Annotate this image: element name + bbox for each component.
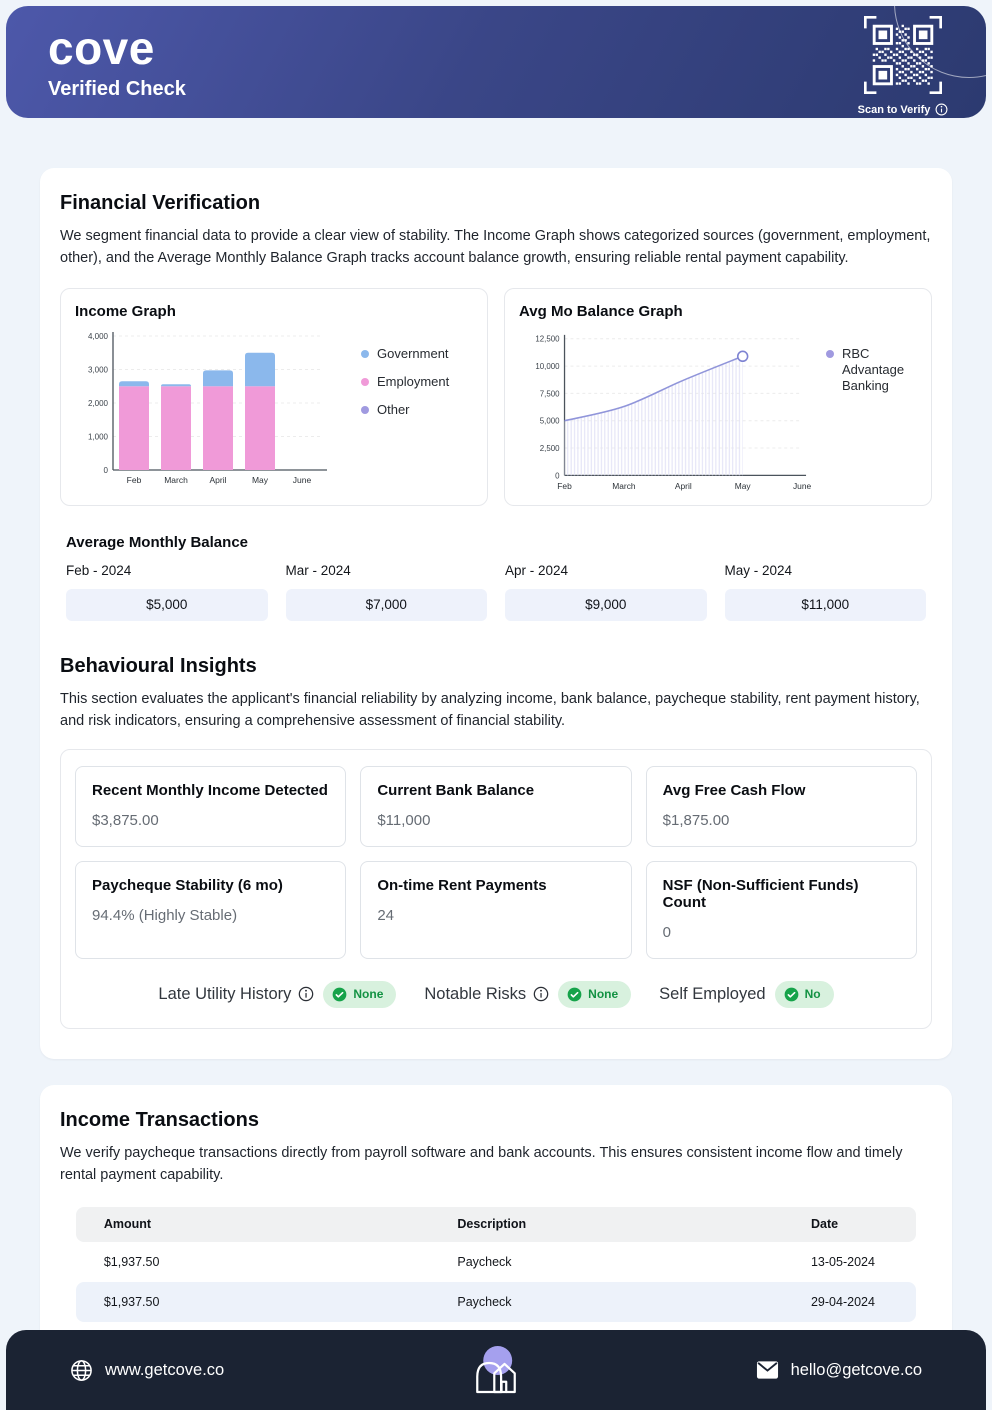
balance-graph-card xyxy=(504,288,932,506)
insight-card-current-bank-balance xyxy=(360,766,631,847)
column-header-amount: Amount xyxy=(103,1217,152,1232)
svg-text:10,000: 10,000 xyxy=(535,362,560,372)
insight-card-title: On-time Rent Payments xyxy=(377,876,547,894)
svg-text:Feb: Feb xyxy=(126,474,142,485)
financial-verification-title: Financial Verification xyxy=(60,192,261,214)
average-monthly-balance-section xyxy=(66,534,926,621)
income-graph-title: Income Graph xyxy=(75,302,176,320)
email-link[interactable]: hello@getcove.co xyxy=(790,1360,922,1379)
cove-logo: cove xyxy=(48,22,155,74)
envelope-icon xyxy=(756,1360,779,1380)
insight-card-title: Paycheque Stability (6 mo) xyxy=(92,876,283,894)
info-icon[interactable] xyxy=(935,103,948,116)
table-cell: Paycheck xyxy=(457,1294,512,1309)
report-subtitle: Verified Check xyxy=(48,78,186,101)
verified-check-icon xyxy=(332,987,347,1002)
balance-entry-may-2024 xyxy=(725,563,927,621)
flag-label xyxy=(424,985,549,1004)
svg-text:0: 0 xyxy=(103,465,108,475)
balance-value-pill: $11,000 xyxy=(725,589,927,621)
behavioural-insights-description: This section evaluates the applicant's financial reliability by analyzing income, bank balance, paycheque stability, rent payment history, and risk indicators, ensuring a comprehensive assessment of financial stability. xyxy=(60,690,920,730)
flag-label xyxy=(158,985,314,1004)
verified-check-icon xyxy=(784,987,799,1002)
legend-label: Government xyxy=(377,345,449,361)
info-icon[interactable] xyxy=(298,986,314,1002)
income-transactions-description: We verify paycheque transactions directly from payroll software and bank accounts. This ensures consistent income flow and timely rental payment capability. xyxy=(60,1144,903,1184)
balance-entry-apr-2024 xyxy=(505,563,707,621)
behavioural-insights-box xyxy=(60,749,932,1029)
status-badge xyxy=(558,981,631,1008)
insight-card-title: Avg Free Cash Flow xyxy=(662,781,806,799)
column-header-description: Description xyxy=(457,1217,527,1232)
verified-check-icon xyxy=(567,987,582,1002)
svg-text:12,500: 12,500 xyxy=(535,334,560,344)
svg-text:April: April xyxy=(209,474,227,485)
globe-icon xyxy=(70,1359,93,1382)
svg-text:May: May xyxy=(251,474,269,485)
legend-label: Other xyxy=(377,401,410,417)
column-header-date: Date xyxy=(810,1217,839,1232)
flag-label-text: Notable Risks xyxy=(424,984,527,1003)
svg-text:Feb: Feb xyxy=(557,481,572,492)
svg-text:3,000: 3,000 xyxy=(87,365,108,375)
status-badge xyxy=(775,981,834,1008)
balance-value-pill: $5,000 xyxy=(66,589,268,621)
transactions-table-header xyxy=(76,1207,916,1242)
flag-late-utility-history xyxy=(158,981,396,1008)
insight-card-nsf-non-sufficient-funds-count xyxy=(646,861,917,959)
svg-text:March: March xyxy=(612,481,636,492)
svg-text:5,000: 5,000 xyxy=(539,416,560,426)
svg-text:April: April xyxy=(674,481,692,492)
legend-item-employment xyxy=(361,374,449,389)
balance-value-pill: $7,000 xyxy=(286,589,488,621)
insight-card-recent-monthly-income-detected xyxy=(75,766,346,847)
footer-website xyxy=(70,1359,224,1382)
svg-text:March: March xyxy=(164,474,188,485)
flag-self-employed xyxy=(659,981,833,1008)
svg-text:4,000: 4,000 xyxy=(87,331,108,341)
svg-text:7,500: 7,500 xyxy=(539,389,560,399)
cove-footer-logo xyxy=(473,1338,519,1405)
legend-item-other xyxy=(361,402,449,417)
svg-text:0: 0 xyxy=(555,471,560,481)
legend-dot xyxy=(361,406,369,414)
insight-card-value: 94.4% (Highly Stable) xyxy=(92,906,238,924)
flag-label xyxy=(659,985,765,1004)
header-banner xyxy=(6,6,986,118)
insight-card-value: $11,000 xyxy=(377,811,431,829)
balance-graph-legend xyxy=(826,346,917,395)
badge-text: None xyxy=(588,987,619,1002)
insight-card-value: $1,875.00 xyxy=(662,811,730,829)
insight-card-avg-free-cash-flow xyxy=(646,766,917,847)
flag-label-text: Self Employed xyxy=(659,984,766,1003)
balance-month-label: Mar - 2024 xyxy=(285,562,351,578)
average-monthly-balance-title: Average Monthly Balance xyxy=(66,533,248,551)
footer-email xyxy=(756,1360,922,1380)
scan-to-verify-label: Scan to Verify xyxy=(857,103,931,116)
table-row xyxy=(76,1282,916,1322)
qr-code xyxy=(862,14,944,96)
legend-label: RBC Advantage Banking xyxy=(841,345,905,394)
balance-graph-title: Avg Mo Balance Graph xyxy=(519,302,683,320)
flag-label-text: Late Utility History xyxy=(158,984,292,1003)
svg-text:June: June xyxy=(292,474,312,485)
svg-text:1,000: 1,000 xyxy=(87,432,108,442)
website-link[interactable]: www.getcove.co xyxy=(105,1360,225,1379)
income-transactions-title: Income Transactions xyxy=(60,1108,259,1131)
legend-dot xyxy=(826,350,834,358)
badge-text: No xyxy=(804,987,821,1002)
financial-verification-card xyxy=(40,168,952,1059)
financial-verification-description: We segment financial data to provide a clear view of stability. The Income Graph shows categorized sources (government, employment, other), and the Average Monthly Balance Graph tracks account balance growth, ensuring reliable rental payment capability. xyxy=(60,228,931,267)
svg-text:May: May xyxy=(734,481,751,492)
balance-value-pill: $9,000 xyxy=(505,589,707,621)
legend-item-government xyxy=(361,346,449,361)
legend-dot xyxy=(361,350,369,358)
status-badge xyxy=(323,981,396,1008)
insight-card-value: $3,875.00 xyxy=(92,811,159,829)
info-icon[interactable] xyxy=(533,986,549,1002)
balance-month-label: Apr - 2024 xyxy=(505,562,569,578)
behavioural-insights-title: Behavioural Insights xyxy=(60,654,257,677)
legend-dot xyxy=(361,378,369,386)
qr-block xyxy=(858,14,948,116)
insight-card-title: Current Bank Balance xyxy=(377,781,535,799)
legend-item-rbc-advantage-banking xyxy=(826,346,917,395)
badge-text: None xyxy=(353,987,384,1002)
balance-area-chart xyxy=(519,324,816,504)
income-graph-legend xyxy=(361,346,449,417)
legend-label: Employment xyxy=(377,373,450,389)
income-graph-card xyxy=(60,288,488,506)
balance-entry-mar-2024 xyxy=(286,563,488,621)
flag-notable-risks xyxy=(424,981,631,1008)
insight-card-on-time-rent-payments xyxy=(360,861,631,959)
insight-card-title: Recent Monthly Income Detected xyxy=(92,781,328,799)
income-bar-chart xyxy=(75,324,333,496)
table-cell: $1,937.50 xyxy=(103,1294,160,1309)
balance-month-label: May - 2024 xyxy=(724,562,793,578)
svg-text:2,500: 2,500 xyxy=(539,443,560,453)
svg-text:June: June xyxy=(792,481,812,492)
insight-card-title: NSF (Non-Sufficient Funds) Count xyxy=(662,876,859,911)
table-cell: 29-04-2024 xyxy=(810,1294,875,1309)
insight-card-value: 24 xyxy=(377,906,395,924)
table-cell: 13-05-2024 xyxy=(810,1254,875,1269)
balance-month-label: Feb - 2024 xyxy=(66,562,132,578)
svg-text:2,000: 2,000 xyxy=(87,398,108,408)
insight-card-value: 0 xyxy=(662,923,671,941)
footer-bar xyxy=(6,1330,986,1410)
insight-card-paycheque-stability-6-mo xyxy=(75,861,346,959)
balance-entry-feb-2024 xyxy=(66,563,268,621)
table-cell: Paycheck xyxy=(457,1254,512,1269)
table-row xyxy=(76,1242,916,1282)
table-cell: $1,937.50 xyxy=(103,1254,160,1269)
